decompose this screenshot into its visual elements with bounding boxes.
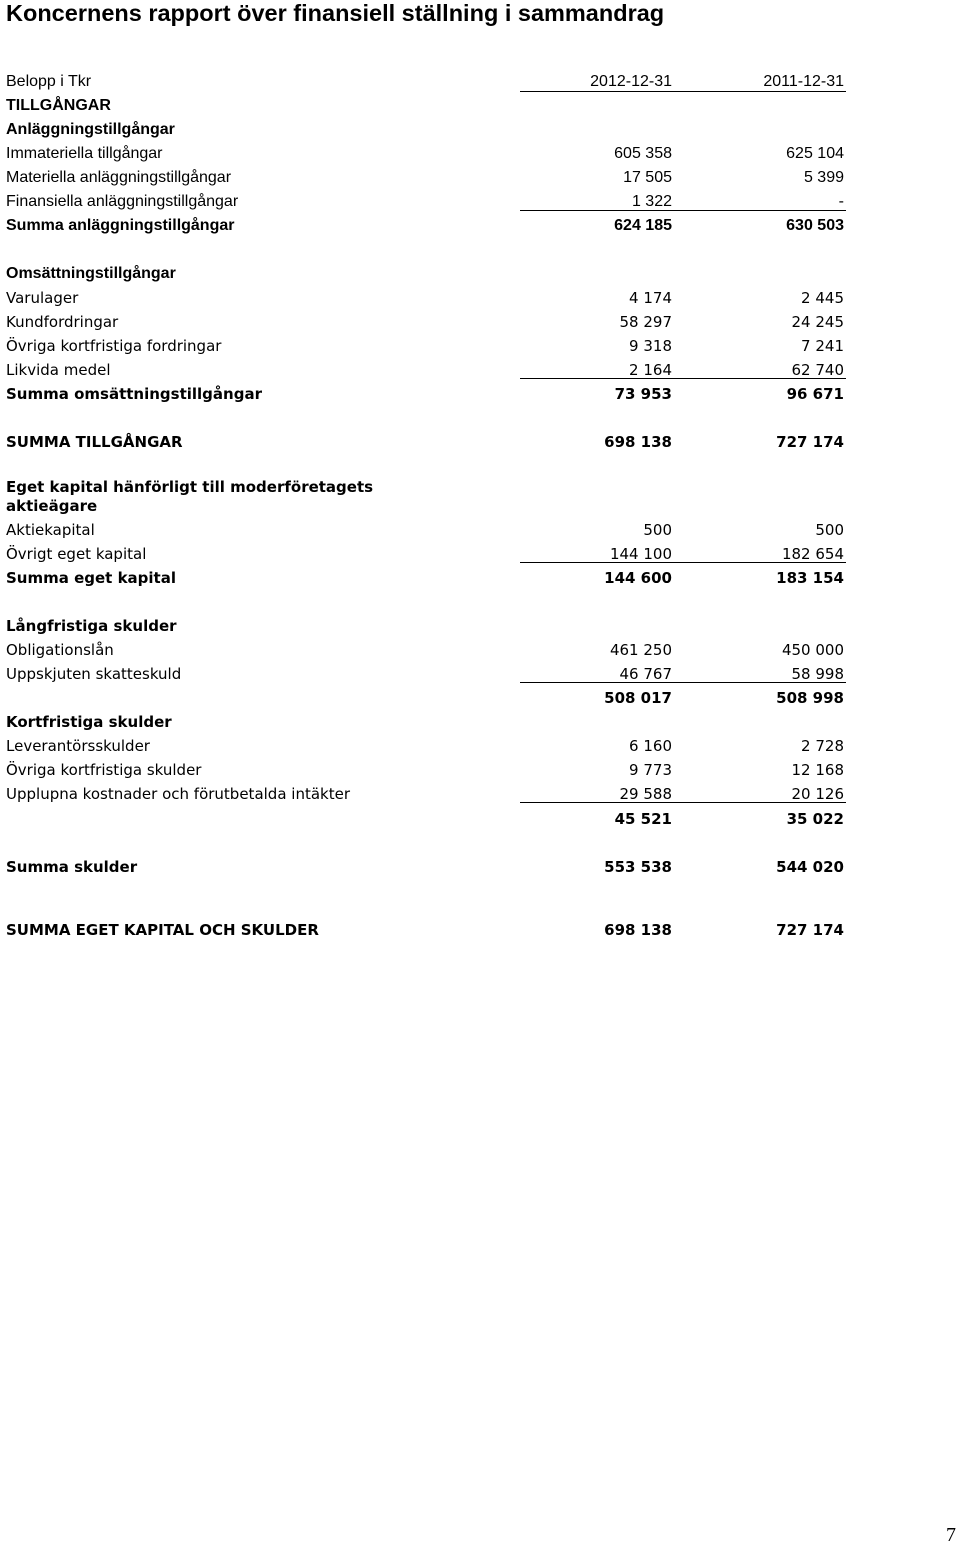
row-value-2012: 58 297 [619, 313, 672, 331]
row-label: SUMMA EGET KAPITAL OCH SKULDER [6, 921, 319, 939]
row-label: Leverantörsskulder [6, 737, 150, 755]
table-row [6, 665, 852, 689]
row-label: Långfristiga skulder [6, 617, 177, 635]
row-value-2011: 2 445 [801, 289, 844, 307]
row-value-2011: 96 671 [786, 385, 844, 403]
row-value-2012: 508 017 [604, 689, 672, 707]
row-value-2011: 727 174 [776, 921, 844, 939]
row-label: TILLGÅNGAR [6, 97, 111, 114]
row-value-2011: 183 154 [776, 569, 844, 587]
row-value-2011: 182 654 [781, 545, 844, 563]
row-label: SUMMA TILLGÅNGAR [6, 433, 183, 451]
total-liabilities-row [6, 858, 852, 882]
row-value-2012: 144 100 [609, 545, 672, 563]
row-value-2011: 450 000 [781, 641, 844, 659]
row-label: Immateriella tillgångar [6, 145, 163, 162]
subtotal-row [6, 689, 852, 713]
row-value-2011: 625 104 [786, 145, 844, 162]
row-label: Omsättningstillgångar [6, 265, 176, 282]
row-value-2011: 5 399 [803, 169, 844, 186]
row-value-2012: 1 322 [631, 193, 672, 210]
header-underline [520, 91, 846, 92]
row-label: Kundfordringar [6, 313, 119, 331]
header-col-2012: 2012-12-31 [590, 73, 672, 90]
row-value-2012: 46 767 [619, 665, 672, 683]
total-assets-row [6, 433, 852, 457]
row-value-2012: 29 588 [619, 785, 672, 803]
row-value-2011: 62 740 [791, 361, 844, 379]
table-row [6, 785, 852, 809]
row-value-2011: 727 174 [776, 433, 844, 451]
row-value-2012: 605 358 [614, 145, 672, 162]
row-label: Summa eget kapital [6, 569, 176, 587]
row-label: Aktiekapital [6, 521, 95, 539]
row-value-2011: 630 503 [786, 217, 844, 234]
sum-row [6, 569, 852, 593]
page-number: 7 [946, 1524, 956, 1546]
row-value-2012: 144 600 [604, 569, 672, 587]
row-label: Obligationslån [6, 641, 114, 659]
row-label: Likvida medel [6, 361, 111, 379]
header-label: Belopp i Tkr [6, 73, 92, 90]
section-heading-kortfristiga-skulder [6, 713, 852, 737]
sum-underline [520, 378, 846, 379]
row-value-2012: 624 185 [614, 217, 672, 234]
row-label: Summa omsättningstillgångar [6, 385, 262, 403]
row-value-2011: 35 022 [786, 810, 844, 828]
row-value-2012: 461 250 [609, 641, 672, 659]
table-row [6, 521, 852, 545]
page-title: Koncernens rapport över finansiell ställning i sammandrag [6, 0, 665, 26]
table-row [6, 169, 852, 193]
table-row [6, 193, 852, 217]
table-row [6, 737, 852, 761]
row-value-2011: 2 728 [801, 737, 844, 755]
section-heading-eget-kapital-line2: aktieägare [6, 497, 98, 515]
row-value-2012: 17 505 [623, 169, 672, 186]
row-label: Uppskjuten skatteskuld [6, 665, 182, 683]
sum-underline [520, 682, 846, 683]
row-value-2012: 2 164 [629, 361, 672, 379]
table-header [6, 73, 852, 97]
row-label: Finansiella anläggningstillgångar [6, 193, 239, 210]
row-value-2012: 45 521 [614, 810, 672, 828]
row-label: Kortfristiga skulder [6, 713, 172, 731]
table-row [6, 313, 852, 337]
table-row [6, 761, 852, 785]
total-equity-liabilities-row [6, 921, 852, 945]
row-value-2012: 4 174 [629, 289, 672, 307]
row-value-2012: 6 160 [629, 737, 672, 755]
row-value-2012: 698 138 [604, 921, 672, 939]
sum-row [6, 385, 852, 409]
section-heading-anlaggningstillgangar [6, 121, 852, 145]
sum-underline [520, 562, 846, 563]
row-label: Summa anläggningstillgångar [6, 217, 235, 234]
section-heading-langfristiga-skulder [6, 617, 852, 641]
table-row [6, 337, 852, 361]
row-value-2011: 7 241 [801, 337, 844, 355]
row-value-2011: 544 020 [776, 858, 844, 876]
table-row [6, 361, 852, 385]
table-row [6, 145, 852, 169]
row-label: Övriga kortfristiga fordringar [6, 337, 222, 355]
section-heading-eget-kapital-line1: Eget kapital hänförligt till moderföretagets [6, 478, 374, 496]
row-value-2011: 508 998 [776, 689, 844, 707]
row-label: Upplupna kostnader och förutbetalda intäkter [6, 785, 350, 803]
row-label: Övrigt eget kapital [6, 545, 147, 563]
row-value-2011: 24 245 [791, 313, 844, 331]
row-value-2011: 500 [815, 521, 844, 539]
row-label: Varulager [6, 289, 79, 307]
row-value-2012: 9 773 [629, 761, 672, 779]
row-label: Övriga kortfristiga skulder [6, 761, 202, 779]
row-value-2011: - [838, 193, 844, 210]
table-row [6, 545, 852, 569]
section-heading-omsattningstillgangar [6, 265, 852, 289]
row-value-2011: 58 998 [791, 665, 844, 683]
sum-underline [520, 210, 846, 211]
row-label: Materiella anläggningstillgångar [6, 169, 232, 186]
row-value-2012: 500 [643, 521, 672, 539]
sum-row [6, 217, 852, 241]
row-value-2012: 9 318 [629, 337, 672, 355]
subtotal-row [6, 810, 852, 834]
row-value-2012: 553 538 [604, 858, 672, 876]
row-label: Anläggningstillgångar [6, 121, 175, 138]
sum-underline [520, 802, 846, 803]
row-value-2012: 73 953 [614, 385, 672, 403]
section-heading-tillgangar [6, 97, 852, 121]
row-value-2011: 20 126 [791, 785, 844, 803]
row-value-2011: 12 168 [791, 761, 844, 779]
header-col-2011: 2011-12-31 [763, 73, 844, 90]
table-row [6, 641, 852, 665]
row-label: Summa skulder [6, 858, 138, 876]
row-value-2012: 698 138 [604, 433, 672, 451]
table-row [6, 289, 852, 313]
